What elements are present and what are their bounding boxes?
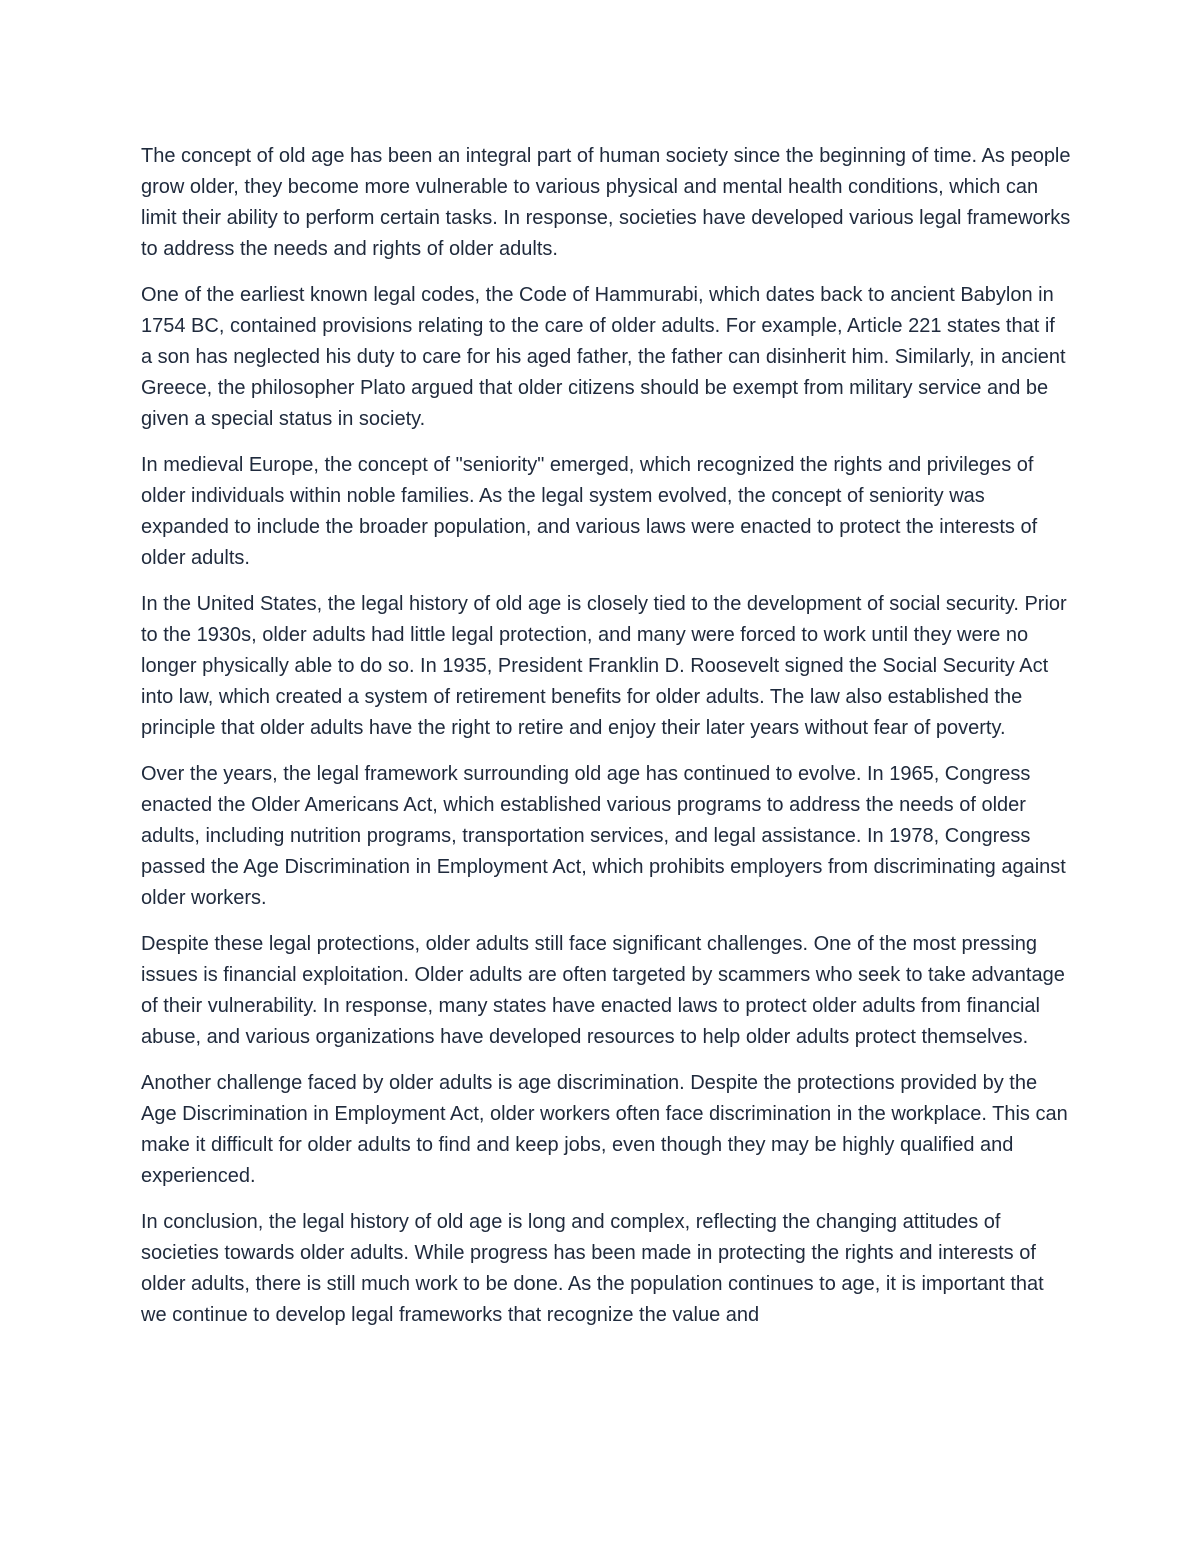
document-body — [141, 141, 1071, 1346]
paragraph-legal-framework: Over the years, the legal framework surrounding old age has continued to evolve. In 1965, Congress enacted the Older Americans Act, which established various programs to address the needs of older adults, including nutrition programs, transportation services, and legal assistance. In 1978, Congress passed the Age Discrimination in Employment Act, which prohibits employers from discriminating against older workers. — [141, 763, 1066, 909]
paragraph-intro: The concept of old age has been an integral part of human society since the beginning of time. As people grow older, they become more vulnerable to various physical and mental health conditions, which can limit their ability to perform certain tasks. In response, societies have developed various legal frameworks to address the needs and rights of older adults. — [141, 145, 1071, 260]
paragraph-united-states: In the United States, the legal history of old age is closely tied to the development of social security. Prior to the 1930s, older adults had little legal protection, and many were forced to work until they were no longer physically able to do so. In 1935, President Franklin D. Roosevelt signed the Social Security Act into law, which created a system of retirement benefits for older adults. The law also established the principle that older adults have the right to retire and enjoy their later years without fear of poverty. — [141, 593, 1067, 739]
paragraph-medieval-europe: In medieval Europe, the concept of "seniority" emerged, which recognized the rights and privileges of older individuals within noble families. As the legal system evolved, the concept of seniority was expanded to include the broader population, and various laws were enacted to protect the interests of older adults. — [141, 454, 1038, 569]
paragraph-challenges: Despite these legal protections, older adults still face significant challenges. One of the most pressing issues is financial exploitation. Older adults are often targeted by scammers who seek to take advantage of their vulnerability. In response, many states have enacted laws to protect older adults from financial abuse, and various organizations have developed resources to help older adults protect themselves. — [141, 933, 1065, 1048]
paragraph-conclusion: In conclusion, the legal history of old age is long and complex, reflecting the changing attitudes of societies towards older adults. While progress has been made in protecting the rights and interests of older adults, there is still much work to be done. As the population continues to age, it is important that we continue to develop legal frameworks that recognize the value and — [141, 1211, 1044, 1326]
paragraph-age-discrimination: Another challenge faced by older adults is age discrimination. Despite the protections provided by the Age Discrimination in Employment Act, older workers often face discrimination in the workplace. This can make it difficult for older adults to find and keep jobs, even though they may be highly qualified and experienced. — [141, 1072, 1068, 1187]
paragraph-hammurabi: One of the earliest known legal codes, the Code of Hammurabi, which dates back to ancient Babylon in 1754 BC, contained provisions relating to the care of older adults. For example, Article 221 states that if a son has neglected his duty to care for his aged father, the father can disinherit him. Similarly, in ancient Greece, the philosopher Plato argued that older citizens should be exempt from military service and be given a special status in society. — [141, 284, 1066, 430]
